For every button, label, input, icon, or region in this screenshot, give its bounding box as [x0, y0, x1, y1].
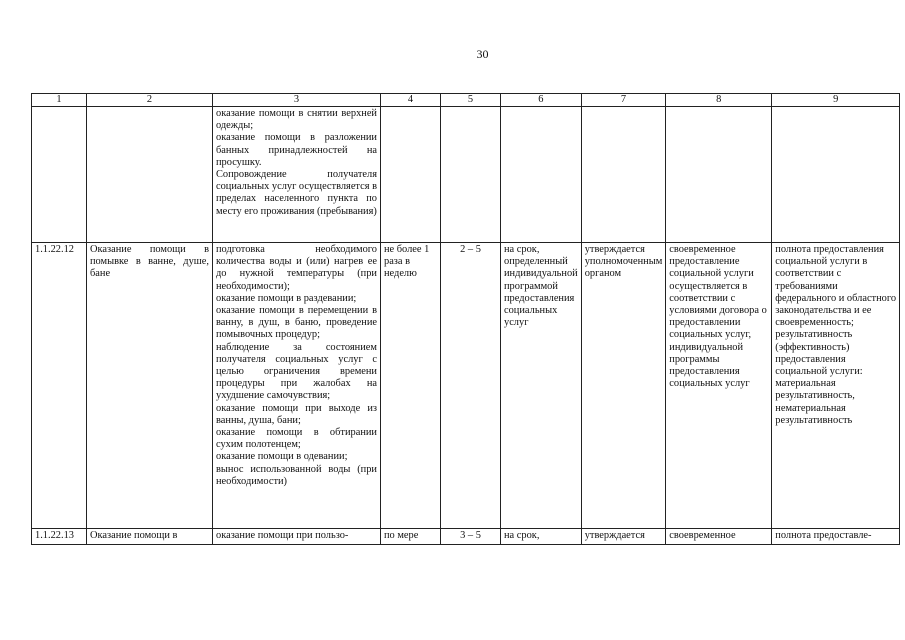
description-line: наблюдение за состоянием получателя социальных услуг с целью ограничения времени процедуры при жалобах на ухудшение самочувствия; [216, 341, 377, 402]
description-line: оказание помощи при пользо- [216, 530, 349, 541]
service-description-cell [213, 107, 381, 243]
column-number-8: 8 [666, 94, 772, 107]
description-line: оказание помощи в раздевании; [216, 292, 357, 304]
conditions-cell: своевременное предоставление социальной услуги осуществляется в соответствии с условиями договора о предоставлении социальных услуг, индивидуальной программы предоставления социальных услуг [666, 243, 772, 529]
duration-cell: 3 – 5 [441, 529, 501, 545]
service-description-cell [213, 529, 381, 545]
description-line: оказание помощи в снятии верхней одежды; [216, 108, 377, 132]
header-row [32, 94, 900, 107]
column-number-7: 7 [581, 94, 666, 107]
column-number-3: 3 [213, 94, 381, 107]
column-number-1: 1 [32, 94, 87, 107]
service-name-cell: Оказание помощи в помывке в ванне, душе, бане [87, 243, 213, 529]
quality-indicators-cell [772, 107, 900, 243]
service-code-cell [32, 107, 87, 243]
table-row [32, 107, 900, 243]
duration-cell: 2 – 5 [441, 243, 501, 529]
description-line: оказание помощи в обтирании сухим полотенцем; [216, 427, 377, 451]
description-line: оказание помощи в перемещении в ванну, в душ, в баню, проведение помывочных процедур; [216, 305, 377, 341]
column-number-2: 2 [87, 94, 213, 107]
column-number-5: 5 [441, 94, 501, 107]
service-description-cell [213, 243, 381, 529]
services-table [31, 93, 900, 545]
conditions-cell [666, 107, 772, 243]
indicator-line: полнота предоставле- [775, 530, 872, 541]
frequency-cell: не более 1 раза в неделю [381, 243, 441, 529]
service-name-cell: Оказание помощи в [87, 529, 213, 545]
term-cell [501, 107, 582, 243]
indicator-line: нематериальная результативность [775, 402, 853, 426]
frequency-cell [381, 107, 441, 243]
column-number-9: 9 [772, 94, 900, 107]
description-line: Сопровождение получателя социальных услуг осуществляется в пределах населенного пункта по месту его проживания (пребывания) [216, 169, 377, 217]
description-line: оказание помощи в разложении банных принадлежностей на просушку. [216, 132, 377, 168]
frequency-cell: по мере [381, 529, 441, 545]
indicator-line: материальная результативность, [775, 378, 855, 402]
column-number-6: 6 [501, 94, 582, 107]
indicator-line: полнота предоставления социальной услуги в соответствии с требованиями федерального и областного законодательства и ее своевременность; [775, 244, 897, 329]
description-line: подготовка необходимого количества воды и (или) нагрев ее до нужной температуры (при необходимости); [216, 244, 377, 292]
service-code-cell: 1.1.22.13 [32, 529, 87, 545]
tariff-cell [581, 107, 666, 243]
quality-indicators-cell [772, 529, 900, 545]
table-row [32, 529, 900, 545]
indicator-line: результативность (эффективность) предоставления социальной услуги: [775, 329, 863, 378]
duration-cell [441, 107, 501, 243]
tariff-cell: утверждается уполномоченным органом [581, 243, 666, 529]
description-line: вынос использованной воды (при необходимости) [216, 463, 377, 487]
service-name-cell [87, 107, 213, 243]
page-number: 30 [476, 47, 489, 61]
table-row [32, 243, 900, 529]
conditions-cell: своевременное [666, 529, 772, 545]
tariff-cell: утверждается [581, 529, 666, 545]
term-cell: на срок, [501, 529, 582, 545]
quality-indicators-cell [772, 243, 900, 529]
description-line: оказание помощи в одевании; [216, 451, 348, 463]
column-number-4: 4 [381, 94, 441, 107]
description-line: оказание помощи при выходе из ванны, душа, бани; [216, 402, 377, 426]
term-cell: на срок, определенный индивидуальной программой предоставления социальных услуг [501, 243, 582, 529]
service-code-cell: 1.1.22.12 [32, 243, 87, 529]
